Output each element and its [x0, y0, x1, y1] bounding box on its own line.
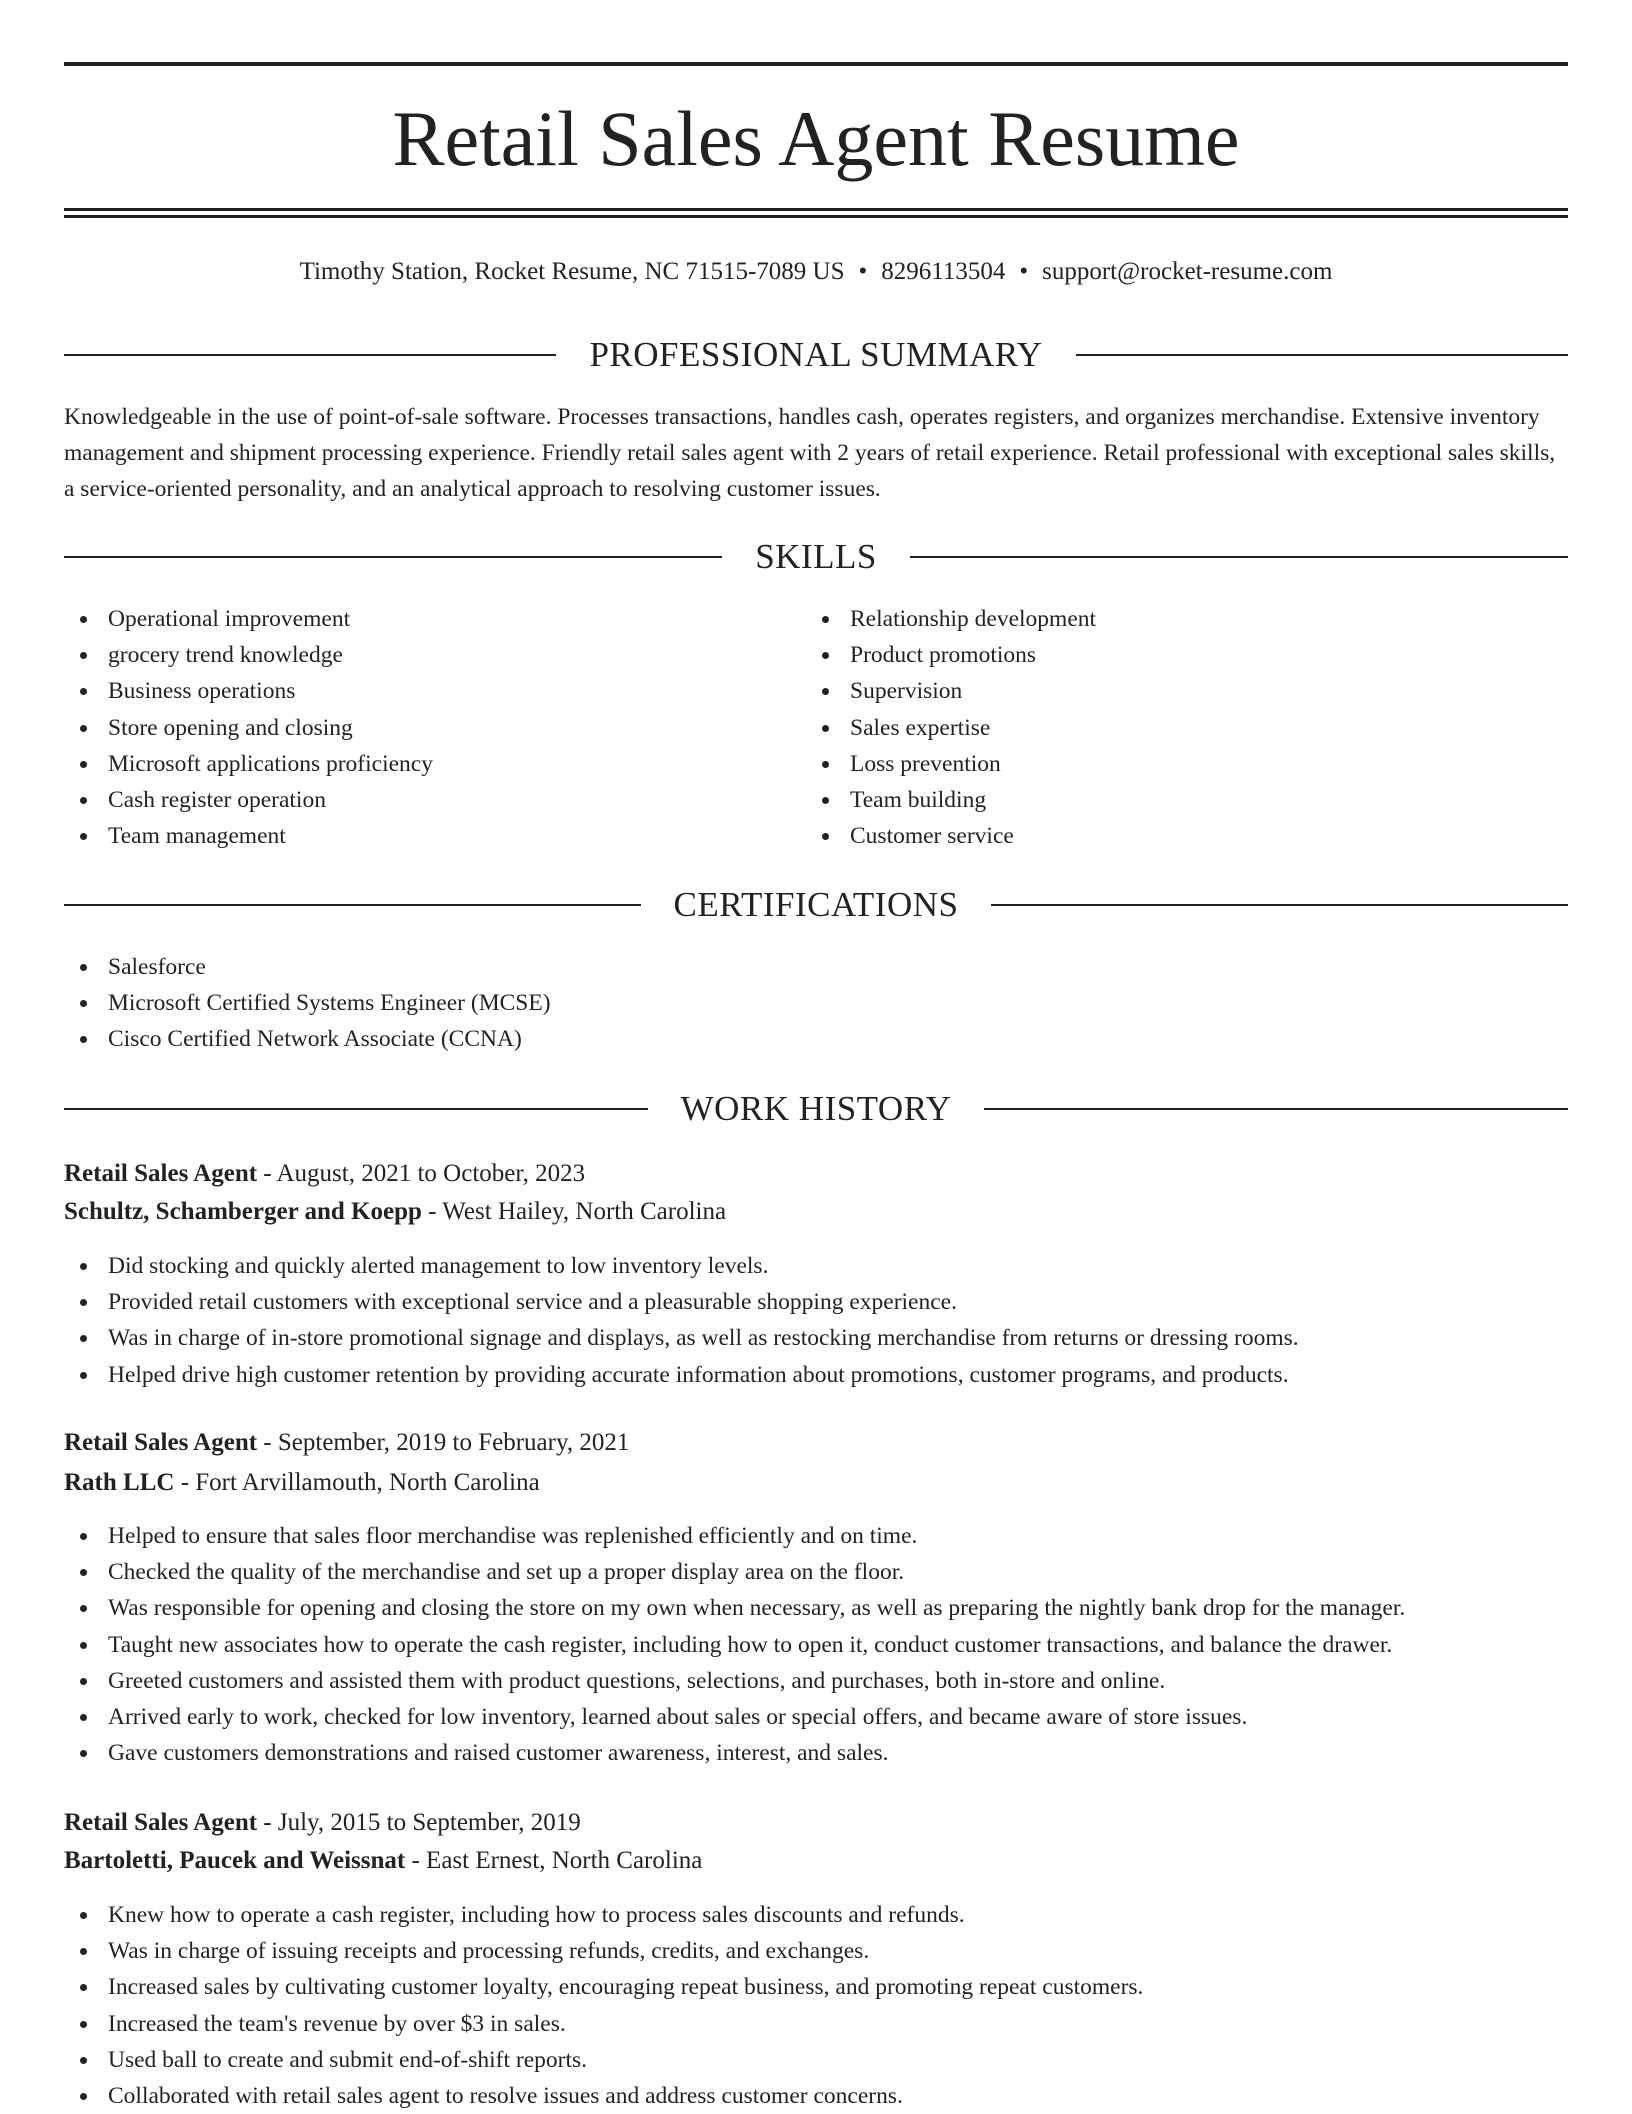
list-item: Team building: [806, 782, 1546, 818]
contact-separator: •: [858, 258, 868, 285]
list-item: Store opening and closing: [64, 710, 804, 746]
summary-text: Knowledgeable in the use of point-of-sale software. Processes transactions, handles cash, operates registers, and organizes merchandise. Extensive inventory management and shipment processing experience. Friendly retail sales agent with 2 years of retail experience. Retail professional with exceptional sales skills, a service-oriented personality, and an analytical approach to resolving customer issues.: [64, 404, 1556, 502]
list-item: Increased sales by cultivating customer loyalty, encouraging repeat business, and promoting repeat customers.: [64, 1969, 1568, 2005]
section-rule: [64, 1108, 648, 1110]
list-item: Collaborated with retail sales agent to resolve issues and address customer concerns.: [64, 2078, 1568, 2114]
list-item: Business operations: [64, 673, 804, 709]
job-dates: - September, 2019 to February, 2021: [257, 1429, 630, 1456]
job-dates: - July, 2015 to September, 2019: [257, 1809, 581, 1836]
list-item: Taught new associates how to operate the cash register, including how to open it, conduct customer transactions, and balance the drawer.: [64, 1627, 1568, 1663]
job-title-line: [64, 1156, 1568, 1192]
list-item: Was in charge of in-store promotional signage and displays, as well as restocking merchandise from returns or dressing rooms.: [64, 1320, 1568, 1356]
job-company-line: [64, 1465, 1568, 1501]
list-item: Customer service: [806, 818, 1546, 854]
contact-address: Timothy Station, Rocket Resume, NC 71515-7089 US: [299, 258, 845, 285]
job-title-line: [64, 1425, 1568, 1461]
job-dates: - August, 2021 to October, 2023: [257, 1160, 586, 1187]
list-item: Was in charge of issuing receipts and processing refunds, credits, and exchanges.: [64, 1933, 1568, 1969]
job-bullets: [64, 1518, 1568, 1771]
section-title: PROFESSIONAL SUMMARY: [589, 335, 1043, 374]
list-item: Sales expertise: [806, 710, 1546, 746]
job-title: Retail Sales Agent: [64, 1429, 258, 1456]
list-item: Cash register operation: [64, 782, 804, 818]
list-item: Did stocking and quickly alerted management to low inventory levels.: [64, 1248, 1568, 1284]
header-top-rule: [64, 62, 1568, 66]
job-bullets: [64, 1897, 1568, 2114]
job-company: Rath LLC: [64, 1469, 175, 1496]
section-rule: [64, 354, 556, 356]
skills-list-left: [64, 601, 804, 854]
job-title: Retail Sales Agent: [64, 1160, 258, 1187]
list-item: Gave customers demonstrations and raised customer awareness, interest, and sales.: [64, 1735, 1568, 1771]
contact-separator: •: [1019, 258, 1029, 285]
list-item: Was responsible for opening and closing the store on my own when necessary, as well as preparing the nightly bank drop for the manager.: [64, 1590, 1568, 1626]
list-item: Greeted customers and assisted them with product questions, selections, and purchases, both in-store and online.: [64, 1663, 1568, 1699]
list-item: Operational improvement: [64, 601, 804, 637]
list-item: Increased the team's revenue by over $3 in sales.: [64, 2006, 1568, 2042]
list-item: Team management: [64, 818, 804, 854]
section-rule: [64, 556, 722, 558]
job-company: Schultz, Schamberger and Koepp: [64, 1198, 422, 1225]
list-item: Loss prevention: [806, 746, 1546, 782]
list-item: grocery trend knowledge: [64, 637, 804, 673]
list-item: Helped to ensure that sales floor merchandise was replenished efficiently and on time.: [64, 1518, 1568, 1554]
job-title-line: [64, 1805, 1568, 1841]
list-item: Cisco Certified Network Associate (CCNA): [64, 1021, 1568, 1057]
section-rule: [984, 1108, 1568, 1110]
section-rule: [991, 904, 1568, 906]
job-title: Retail Sales Agent: [64, 1809, 258, 1836]
page-title: Retail Sales Agent Resume: [392, 95, 1240, 182]
section-heading-skills: [64, 534, 1568, 580]
contact-line: [64, 254, 1568, 290]
list-item: Used ball to create and submit end-of-shift reports.: [64, 2042, 1568, 2078]
section-heading-summary: [64, 332, 1568, 378]
section-heading-work-history: [64, 1086, 1568, 1132]
certifications-list: [64, 949, 1568, 1058]
section-title: SKILLS: [755, 537, 877, 576]
header-double-rule: [64, 208, 1568, 218]
skills-list-right: [806, 601, 1546, 854]
section-rule: [64, 904, 641, 906]
list-item: Microsoft Certified Systems Engineer (MCSE): [64, 985, 1568, 1021]
list-item: Knew how to operate a cash register, including how to process sales discounts and refunds.: [64, 1897, 1568, 1933]
section-rule: [1076, 354, 1568, 356]
list-item: Product promotions: [806, 637, 1546, 673]
section-title: CERTIFICATIONS: [673, 885, 959, 924]
list-item: Arrived early to work, checked for low inventory, learned about sales or special offers, and became aware of store issues.: [64, 1699, 1568, 1735]
section-rule: [910, 556, 1568, 558]
contact-phone: 8296113504: [881, 258, 1006, 285]
job-location: - East Ernest, North Carolina: [405, 1847, 703, 1874]
job-location: - West Hailey, North Carolina: [421, 1198, 727, 1225]
contact-email: support@rocket-resume.com: [1042, 258, 1333, 285]
list-item: Supervision: [806, 673, 1546, 709]
job-company-line: [64, 1843, 1568, 1879]
list-item: Salesforce: [64, 949, 1568, 985]
list-item: Provided retail customers with exceptional service and a pleasurable shopping experience.: [64, 1284, 1568, 1320]
list-item: Microsoft applications proficiency: [64, 746, 804, 782]
list-item: Checked the quality of the merchandise and set up a proper display area on the floor.: [64, 1554, 1568, 1590]
job-bullets: [64, 1248, 1568, 1393]
job-company: Bartoletti, Paucek and Weissnat: [64, 1847, 406, 1874]
job-location: - Fort Arvillamouth, North Carolina: [174, 1469, 540, 1496]
list-item: Helped drive high customer retention by providing accurate information about promotions, customer programs, and products.: [64, 1357, 1568, 1393]
section-title: WORK HISTORY: [680, 1089, 952, 1128]
section-heading-certifications: [64, 882, 1568, 928]
job-company-line: [64, 1194, 1568, 1230]
list-item: Relationship development: [806, 601, 1546, 637]
